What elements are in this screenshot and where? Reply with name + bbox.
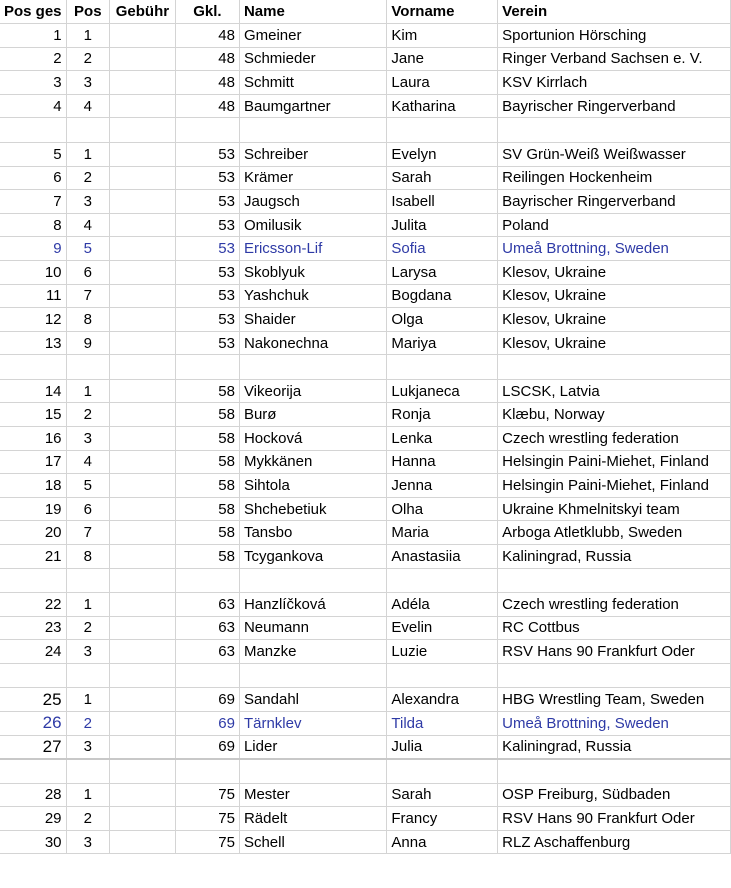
cell-verein[interactable]: HBG Wrestling Team, Sweden: [498, 688, 731, 712]
cell-pos-ges[interactable]: 28: [0, 783, 66, 807]
empty-cell[interactable]: [175, 759, 239, 784]
cell-gebuhr[interactable]: [110, 331, 176, 355]
header-row: [0, 0, 731, 24]
cell-verein[interactable]: Helsingin Paini-Miehet, Finland: [498, 450, 731, 474]
cell-verein[interactable]: LSCSK, Latvia: [498, 379, 731, 403]
cell-pos[interactable]: 1: [66, 783, 110, 807]
cell-gkl[interactable]: 53: [175, 142, 239, 166]
cell-pos-ges[interactable]: 17: [0, 450, 66, 474]
cell-pos-ges[interactable]: 29: [0, 807, 66, 831]
empty-cell[interactable]: [175, 118, 239, 143]
empty-cell[interactable]: [387, 759, 498, 784]
cell-pos[interactable]: 4: [66, 94, 110, 118]
cell-name[interactable]: Hanzlíčková: [239, 593, 386, 617]
cell-verein[interactable]: Umeå Brottning, Sweden: [498, 237, 731, 261]
cell-vorname[interactable]: Lukjaneca: [387, 379, 498, 403]
cell-pos[interactable]: 5: [66, 237, 110, 261]
cell-vorname[interactable]: Kim: [387, 24, 498, 48]
cell-verein[interactable]: KSV Kirrlach: [498, 71, 731, 95]
cell-pos-ges[interactable]: 18: [0, 474, 66, 498]
table-row: [0, 521, 731, 545]
cell-gebuhr[interactable]: [110, 521, 176, 545]
table-row: [0, 544, 731, 568]
cell-gkl[interactable]: 75: [175, 830, 239, 854]
empty-cell[interactable]: [0, 355, 66, 380]
cell-gkl[interactable]: 48: [175, 71, 239, 95]
cell-name[interactable]: Baumgartner: [239, 94, 386, 118]
cell-name[interactable]: Schmitt: [239, 71, 386, 95]
cell-gkl[interactable]: 69: [175, 688, 239, 712]
cell-pos-ges[interactable]: 6: [0, 166, 66, 190]
table-row: [0, 783, 731, 807]
cell-pos[interactable]: 7: [66, 521, 110, 545]
cell-pos-ges[interactable]: 10: [0, 260, 66, 284]
cell-pos[interactable]: 8: [66, 544, 110, 568]
header-gkl[interactable]: Gkl.: [175, 0, 239, 24]
cell-gebuhr[interactable]: [110, 166, 176, 190]
empty-cell[interactable]: [498, 568, 731, 593]
empty-cell[interactable]: [239, 663, 386, 688]
cell-pos[interactable]: 1: [66, 142, 110, 166]
cell-gebuhr[interactable]: [110, 47, 176, 71]
table-row: [0, 71, 731, 95]
cell-gkl[interactable]: 69: [175, 711, 239, 735]
empty-cell[interactable]: [175, 663, 239, 688]
blank-row: [0, 355, 731, 380]
table-row: [0, 331, 731, 355]
cell-gkl[interactable]: 58: [175, 427, 239, 451]
cell-vorname[interactable]: Larysa: [387, 260, 498, 284]
cell-name[interactable]: Jaugsch: [239, 190, 386, 214]
table-row: [0, 24, 731, 48]
cell-vorname[interactable]: Hanna: [387, 450, 498, 474]
cell-verein[interactable]: RC Cottbus: [498, 616, 731, 640]
cell-verein[interactable]: Sportunion Hörsching: [498, 24, 731, 48]
cell-name[interactable]: Gmeiner: [239, 24, 386, 48]
empty-cell[interactable]: [110, 568, 176, 593]
cell-gebuhr[interactable]: [110, 688, 176, 712]
cell-vorname[interactable]: Alexandra: [387, 688, 498, 712]
cell-name[interactable]: Skoblyuk: [239, 260, 386, 284]
cell-pos-ges[interactable]: 20: [0, 521, 66, 545]
table-row: [0, 190, 731, 214]
cell-gebuhr[interactable]: [110, 190, 176, 214]
cell-gkl[interactable]: 48: [175, 24, 239, 48]
cell-pos-ges[interactable]: 19: [0, 497, 66, 521]
cell-name[interactable]: Shchebetiuk: [239, 497, 386, 521]
table-row: [0, 260, 731, 284]
cell-vorname[interactable]: Jane: [387, 47, 498, 71]
cell-pos-ges[interactable]: 22: [0, 593, 66, 617]
cell-pos[interactable]: 8: [66, 308, 110, 332]
cell-pos-ges[interactable]: 8: [0, 213, 66, 237]
empty-cell[interactable]: [66, 568, 110, 593]
cell-pos-ges[interactable]: 7: [0, 190, 66, 214]
cell-gkl[interactable]: 58: [175, 403, 239, 427]
cell-gkl[interactable]: 53: [175, 213, 239, 237]
cell-pos[interactable]: 6: [66, 260, 110, 284]
cell-vorname[interactable]: Katharina: [387, 94, 498, 118]
cell-gkl[interactable]: 53: [175, 331, 239, 355]
cell-vorname[interactable]: Maria: [387, 521, 498, 545]
cell-verein[interactable]: Ukraine Khmelnitskyi team: [498, 497, 731, 521]
cell-pos-ges[interactable]: 4: [0, 94, 66, 118]
empty-cell[interactable]: [239, 355, 386, 380]
header-vorname[interactable]: Vorname: [387, 0, 498, 24]
cell-gebuhr[interactable]: [110, 544, 176, 568]
empty-cell[interactable]: [66, 759, 110, 784]
table-row: [0, 237, 731, 261]
cell-name[interactable]: Schmieder: [239, 47, 386, 71]
cell-gebuhr[interactable]: [110, 24, 176, 48]
cell-gebuhr[interactable]: [110, 213, 176, 237]
cell-pos[interactable]: 1: [66, 24, 110, 48]
table-row: [0, 284, 731, 308]
empty-cell[interactable]: [0, 759, 66, 784]
cell-pos[interactable]: 9: [66, 331, 110, 355]
cell-pos[interactable]: 3: [66, 735, 110, 759]
cell-pos-ges[interactable]: 25: [0, 688, 66, 712]
cell-name[interactable]: Lider: [239, 735, 386, 759]
cell-verein[interactable]: RLZ Aschaffenburg: [498, 830, 731, 854]
cell-pos-ges[interactable]: 23: [0, 616, 66, 640]
cell-name[interactable]: Nakonechna: [239, 331, 386, 355]
header-name[interactable]: Name: [239, 0, 386, 24]
empty-cell[interactable]: [66, 118, 110, 143]
empty-cell[interactable]: [0, 118, 66, 143]
cell-gebuhr[interactable]: [110, 260, 176, 284]
cell-vorname[interactable]: Anna: [387, 830, 498, 854]
cell-pos[interactable]: 2: [66, 616, 110, 640]
empty-cell[interactable]: [239, 568, 386, 593]
cell-pos[interactable]: 3: [66, 830, 110, 854]
cell-pos[interactable]: 3: [66, 71, 110, 95]
cell-gebuhr[interactable]: [110, 308, 176, 332]
cell-gkl[interactable]: 58: [175, 474, 239, 498]
cell-pos-ges[interactable]: 3: [0, 71, 66, 95]
cell-vorname[interactable]: Olga: [387, 308, 498, 332]
cell-gebuhr[interactable]: [110, 497, 176, 521]
empty-cell[interactable]: [175, 355, 239, 380]
cell-verein[interactable]: Czech wrestling federation: [498, 593, 731, 617]
cell-verein[interactable]: Poland: [498, 213, 731, 237]
table-row: [0, 497, 731, 521]
cell-verein[interactable]: Kaliningrad, Russia: [498, 544, 731, 568]
cell-gkl[interactable]: 58: [175, 544, 239, 568]
cell-pos-ges[interactable]: 1: [0, 24, 66, 48]
empty-cell[interactable]: [175, 568, 239, 593]
cell-pos-ges[interactable]: 9: [0, 237, 66, 261]
empty-cell[interactable]: [110, 355, 176, 380]
cell-vorname[interactable]: Olha: [387, 497, 498, 521]
cell-pos[interactable]: 4: [66, 450, 110, 474]
cell-gkl[interactable]: 63: [175, 616, 239, 640]
cell-name[interactable]: Ericsson-Lif: [239, 237, 386, 261]
header-gebuhr[interactable]: Gebühr: [110, 0, 176, 24]
cell-pos[interactable]: 2: [66, 711, 110, 735]
cell-verein[interactable]: SV Grün-Weiß Weißwasser: [498, 142, 731, 166]
blank-row: [0, 663, 731, 688]
cell-pos[interactable]: 3: [66, 190, 110, 214]
table-row: [0, 474, 731, 498]
cell-vorname[interactable]: Laura: [387, 71, 498, 95]
cell-pos[interactable]: 7: [66, 284, 110, 308]
cell-gebuhr[interactable]: [110, 71, 176, 95]
cell-pos-ges[interactable]: 2: [0, 47, 66, 71]
cell-vorname[interactable]: Sofia: [387, 237, 498, 261]
cell-verein[interactable]: Helsingin Paini-Miehet, Finland: [498, 474, 731, 498]
cell-gebuhr[interactable]: [110, 593, 176, 617]
cell-name[interactable]: Vikeorija: [239, 379, 386, 403]
cell-pos[interactable]: 2: [66, 807, 110, 831]
cell-vorname[interactable]: Luzie: [387, 640, 498, 664]
cell-gkl[interactable]: 69: [175, 735, 239, 759]
cell-gkl[interactable]: 53: [175, 166, 239, 190]
cell-verein[interactable]: Klæbu, Norway: [498, 403, 731, 427]
cell-vorname[interactable]: Isabell: [387, 190, 498, 214]
empty-cell[interactable]: [387, 663, 498, 688]
table-row: [0, 688, 731, 712]
cell-verein[interactable]: Klesov, Ukraine: [498, 284, 731, 308]
cell-pos-ges[interactable]: 5: [0, 142, 66, 166]
cell-vorname[interactable]: Jenna: [387, 474, 498, 498]
cell-vorname[interactable]: Mariya: [387, 331, 498, 355]
cell-gebuhr[interactable]: [110, 711, 176, 735]
cell-vorname[interactable]: Evelin: [387, 616, 498, 640]
cell-vorname[interactable]: Anastasiia: [387, 544, 498, 568]
header-pos[interactable]: Pos: [66, 0, 110, 24]
cell-gkl[interactable]: 48: [175, 47, 239, 71]
cell-pos-ges[interactable]: 24: [0, 640, 66, 664]
cell-pos[interactable]: 1: [66, 688, 110, 712]
cell-gkl[interactable]: 53: [175, 237, 239, 261]
cell-pos[interactable]: 3: [66, 640, 110, 664]
cell-name[interactable]: Schell: [239, 830, 386, 854]
cell-pos-ges[interactable]: 15: [0, 403, 66, 427]
cell-gkl[interactable]: 58: [175, 379, 239, 403]
cell-name[interactable]: Hocková: [239, 427, 386, 451]
cell-gebuhr[interactable]: [110, 94, 176, 118]
cell-verein[interactable]: Czech wrestling federation: [498, 427, 731, 451]
cell-vorname[interactable]: Sarah: [387, 783, 498, 807]
table-row: [0, 830, 731, 854]
table-row: [0, 807, 731, 831]
cell-name[interactable]: Tansbo: [239, 521, 386, 545]
cell-verein[interactable]: Arboga Atletklubb, Sweden: [498, 521, 731, 545]
cell-vorname[interactable]: Ronja: [387, 403, 498, 427]
empty-cell[interactable]: [498, 118, 731, 143]
cell-vorname[interactable]: Bogdana: [387, 284, 498, 308]
cell-name[interactable]: Mykkänen: [239, 450, 386, 474]
cell-name[interactable]: Rädelt: [239, 807, 386, 831]
cell-gebuhr[interactable]: [110, 379, 176, 403]
cell-pos[interactable]: 4: [66, 213, 110, 237]
cell-gkl[interactable]: 53: [175, 190, 239, 214]
cell-pos-ges[interactable]: 13: [0, 331, 66, 355]
table-row: [0, 403, 731, 427]
cell-gkl[interactable]: 48: [175, 94, 239, 118]
cell-name[interactable]: Mester: [239, 783, 386, 807]
table-row: [0, 640, 731, 664]
cell-vorname[interactable]: Tilda: [387, 711, 498, 735]
cell-name[interactable]: Tcygankova: [239, 544, 386, 568]
cell-gkl[interactable]: 58: [175, 450, 239, 474]
cell-name[interactable]: Yashchuk: [239, 284, 386, 308]
table-row: [0, 427, 731, 451]
cell-vorname[interactable]: Adéla: [387, 593, 498, 617]
cell-gebuhr[interactable]: [110, 783, 176, 807]
cell-verein[interactable]: RSV Hans 90 Frankfurt Oder: [498, 640, 731, 664]
table-row: [0, 47, 731, 71]
cell-gebuhr[interactable]: [110, 474, 176, 498]
empty-cell[interactable]: [498, 759, 731, 784]
cell-gkl[interactable]: 58: [175, 497, 239, 521]
cell-gkl[interactable]: 63: [175, 640, 239, 664]
cell-gkl[interactable]: 75: [175, 783, 239, 807]
cell-name[interactable]: Shaider: [239, 308, 386, 332]
cell-verein[interactable]: OSP Freiburg, Südbaden: [498, 783, 731, 807]
table-row: [0, 711, 731, 735]
cell-verein[interactable]: Klesov, Ukraine: [498, 260, 731, 284]
cell-vorname[interactable]: Sarah: [387, 166, 498, 190]
cell-gkl[interactable]: 53: [175, 284, 239, 308]
cell-gebuhr[interactable]: [110, 142, 176, 166]
cell-gkl[interactable]: 58: [175, 521, 239, 545]
cell-name[interactable]: Omilusik: [239, 213, 386, 237]
cell-gkl[interactable]: 63: [175, 593, 239, 617]
cell-vorname[interactable]: Evelyn: [387, 142, 498, 166]
cell-name[interactable]: Krämer: [239, 166, 386, 190]
empty-cell[interactable]: [498, 355, 731, 380]
table-row: [0, 593, 731, 617]
table-row: [0, 308, 731, 332]
cell-verein[interactable]: Ringer Verband Sachsen e. V.: [498, 47, 731, 71]
blank-row: [0, 759, 731, 784]
empty-cell[interactable]: [66, 663, 110, 688]
cell-pos-ges[interactable]: 14: [0, 379, 66, 403]
table-row: [0, 142, 731, 166]
cell-pos-ges[interactable]: 27: [0, 735, 66, 759]
cell-name[interactable]: Burø: [239, 403, 386, 427]
cell-gebuhr[interactable]: [110, 640, 176, 664]
table-row: [0, 616, 731, 640]
cell-pos-ges[interactable]: 11: [0, 284, 66, 308]
cell-gebuhr[interactable]: [110, 237, 176, 261]
header-pos-ges[interactable]: Pos ges: [0, 0, 66, 24]
cell-verein[interactable]: Bayrischer Ringerverband: [498, 94, 731, 118]
cell-pos-ges[interactable]: 30: [0, 830, 66, 854]
cell-name[interactable]: Sandahl: [239, 688, 386, 712]
cell-vorname[interactable]: Lenka: [387, 427, 498, 451]
cell-pos-ges[interactable]: 12: [0, 308, 66, 332]
cell-verein[interactable]: Umeå Brottning, Sweden: [498, 711, 731, 735]
cell-pos-ges[interactable]: 21: [0, 544, 66, 568]
empty-cell[interactable]: [387, 118, 498, 143]
cell-pos-ges[interactable]: 16: [0, 427, 66, 451]
empty-cell[interactable]: [110, 759, 176, 784]
cell-gebuhr[interactable]: [110, 284, 176, 308]
cell-vorname[interactable]: Julia: [387, 735, 498, 759]
cell-name[interactable]: Schreiber: [239, 142, 386, 166]
blank-row: [0, 568, 731, 593]
cell-gebuhr[interactable]: [110, 403, 176, 427]
empty-cell[interactable]: [387, 355, 498, 380]
cell-verein[interactable]: RSV Hans 90 Frankfurt Oder: [498, 807, 731, 831]
empty-cell[interactable]: [239, 759, 386, 784]
cell-gkl[interactable]: 75: [175, 807, 239, 831]
table-row: [0, 450, 731, 474]
cell-gebuhr[interactable]: [110, 830, 176, 854]
cell-gebuhr[interactable]: [110, 450, 176, 474]
cell-verein[interactable]: Kaliningrad, Russia: [498, 735, 731, 759]
table-row: [0, 379, 731, 403]
blank-row: [0, 118, 731, 143]
empty-cell[interactable]: [498, 663, 731, 688]
cell-vorname[interactable]: Francy: [387, 807, 498, 831]
cell-name[interactable]: Tärnklev: [239, 711, 386, 735]
cell-pos[interactable]: 1: [66, 379, 110, 403]
table-row: [0, 735, 731, 759]
cell-pos[interactable]: 2: [66, 166, 110, 190]
cell-pos-ges[interactable]: 26: [0, 711, 66, 735]
empty-cell[interactable]: [66, 355, 110, 380]
cell-pos[interactable]: 2: [66, 47, 110, 71]
header-verein[interactable]: Verein: [498, 0, 731, 24]
table-row: [0, 213, 731, 237]
cell-pos[interactable]: 5: [66, 474, 110, 498]
cell-pos[interactable]: 1: [66, 593, 110, 617]
cell-verein[interactable]: Bayrischer Ringerverband: [498, 190, 731, 214]
cell-verein[interactable]: Klesov, Ukraine: [498, 331, 731, 355]
cell-verein[interactable]: Reilingen Hockenheim: [498, 166, 731, 190]
empty-cell[interactable]: [387, 568, 498, 593]
cell-gkl[interactable]: 53: [175, 260, 239, 284]
cell-gebuhr[interactable]: [110, 807, 176, 831]
cell-name[interactable]: Neumann: [239, 616, 386, 640]
table-row: [0, 94, 731, 118]
cell-name[interactable]: Manzke: [239, 640, 386, 664]
empty-cell[interactable]: [110, 663, 176, 688]
cell-pos[interactable]: 2: [66, 403, 110, 427]
empty-cell[interactable]: [0, 663, 66, 688]
cell-pos[interactable]: 6: [66, 497, 110, 521]
cell-gebuhr[interactable]: [110, 735, 176, 759]
cell-verein[interactable]: Klesov, Ukraine: [498, 308, 731, 332]
cell-gkl[interactable]: 53: [175, 308, 239, 332]
cell-gebuhr[interactable]: [110, 616, 176, 640]
empty-cell[interactable]: [239, 118, 386, 143]
table-row: [0, 166, 731, 190]
cell-name[interactable]: Sihtola: [239, 474, 386, 498]
empty-cell[interactable]: [0, 568, 66, 593]
cell-pos[interactable]: 3: [66, 427, 110, 451]
empty-cell[interactable]: [110, 118, 176, 143]
cell-gebuhr[interactable]: [110, 427, 176, 451]
cell-vorname[interactable]: Julita: [387, 213, 498, 237]
